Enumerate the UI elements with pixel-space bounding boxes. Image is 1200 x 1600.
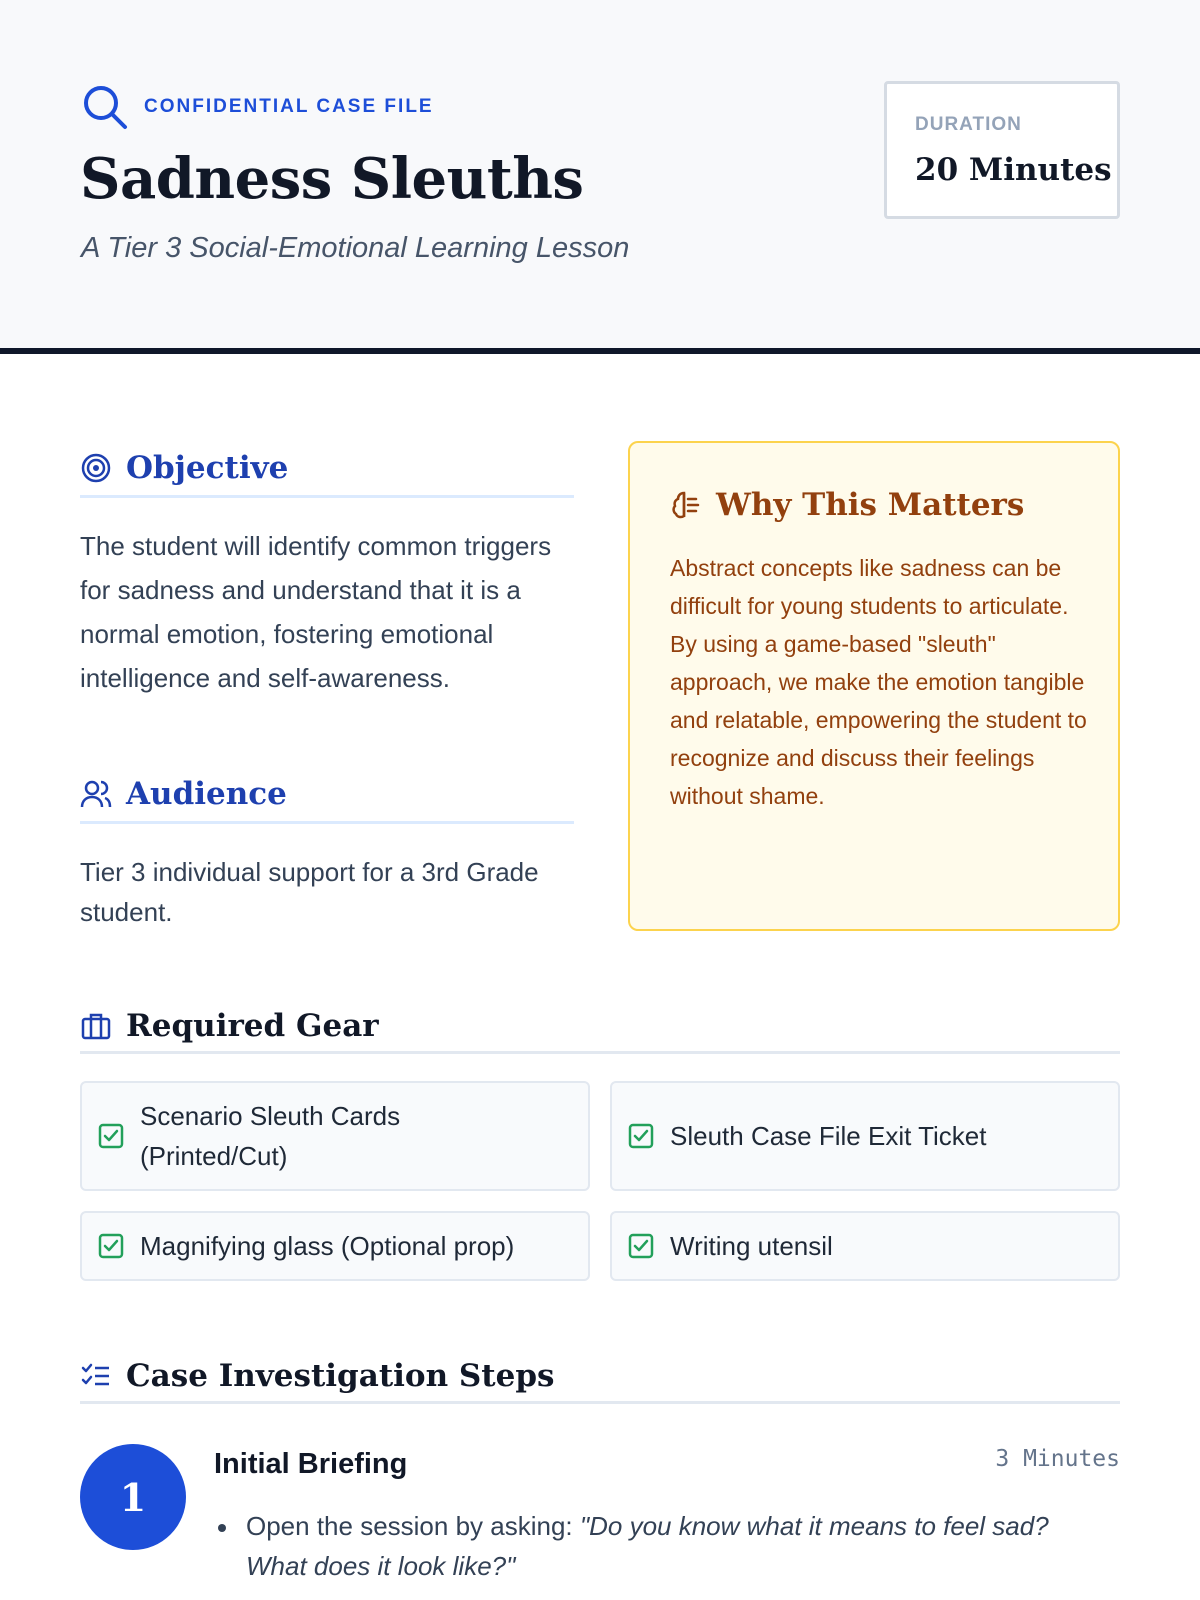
gear-item-label: Writing utensil [670, 1231, 833, 1261]
gear-item-label: Sleuth Case File Exit Ticket [670, 1121, 987, 1151]
target-icon [80, 452, 112, 484]
page-title: Sadness Sleuths [80, 146, 584, 212]
audience-heading-label: Audience [126, 775, 287, 812]
step-bullet-prefix: Open the session by asking: [246, 1511, 580, 1541]
checklist-icon [80, 1360, 112, 1392]
required-gear-heading [80, 1000, 1120, 1054]
why-heading-label: Why This Matters [716, 487, 1025, 523]
steps-heading-label: Case Investigation Steps [126, 1357, 555, 1394]
steps-heading [80, 1350, 1120, 1404]
gear-item [80, 1081, 590, 1191]
gear-item [610, 1211, 1120, 1281]
checkbox-icon [98, 1233, 124, 1259]
briefcase-icon [80, 1010, 112, 1042]
step-title: Initial Briefing [214, 1448, 408, 1480]
why-text: Abstract concepts like sadness can be difficult for young students to articulate. By using a game-based "sleuth" approach, we make the emotion tangible and relatable, empowering the student to recognize and discuss their feelings without shame. [670, 555, 1087, 809]
checkbox-icon [98, 1123, 124, 1149]
objective-heading-label: Objective [126, 449, 289, 486]
page-header [0, 0, 1200, 354]
objective-heading [80, 440, 574, 498]
gear-item [80, 1211, 590, 1281]
gear-item-label: Magnifying glass (Optional prop) [140, 1231, 515, 1261]
step-duration: 3 Minutes [995, 1446, 1120, 1472]
bullet-dot [218, 1524, 226, 1532]
page-subtitle: A Tier 3 Social-Emotional Learning Lesson [81, 232, 630, 264]
checkbox-icon [628, 1123, 654, 1149]
why-heading [670, 487, 1024, 523]
step-bullet [218, 1506, 1098, 1586]
objective-text: The student will identify common triggers for sadness and understand that it is a normal emotion, fostering emotional intelligence and self-awareness. [80, 531, 552, 693]
magnifier-icon [82, 84, 128, 130]
brain-icon [670, 489, 702, 521]
step-bullet-quote: "Do you know what it means to feel sad? What does it look like?" [246, 1511, 1049, 1581]
required-gear-heading-label: Required Gear [126, 1007, 379, 1044]
step-number-badge [80, 1444, 186, 1550]
duration-box [884, 81, 1120, 219]
why-this-matters-callout [628, 441, 1120, 931]
case-file-kicker [82, 84, 434, 130]
audience-heading [80, 766, 574, 824]
users-icon [80, 778, 112, 810]
duration-label: DURATION [915, 114, 1022, 135]
gear-item [610, 1081, 1120, 1191]
step-number: 1 [119, 1474, 147, 1520]
checkbox-icon [628, 1233, 654, 1259]
duration-value: 20 Minutes [915, 152, 1112, 188]
kicker-label: CONFIDENTIAL CASE FILE [144, 96, 434, 117]
gear-item-label: Scenario Sleuth Cards (Printed/Cut) [140, 1101, 401, 1171]
audience-text: Tier 3 individual support for a 3rd Grade student. [80, 857, 539, 927]
step-bullet-text [246, 1506, 1098, 1586]
